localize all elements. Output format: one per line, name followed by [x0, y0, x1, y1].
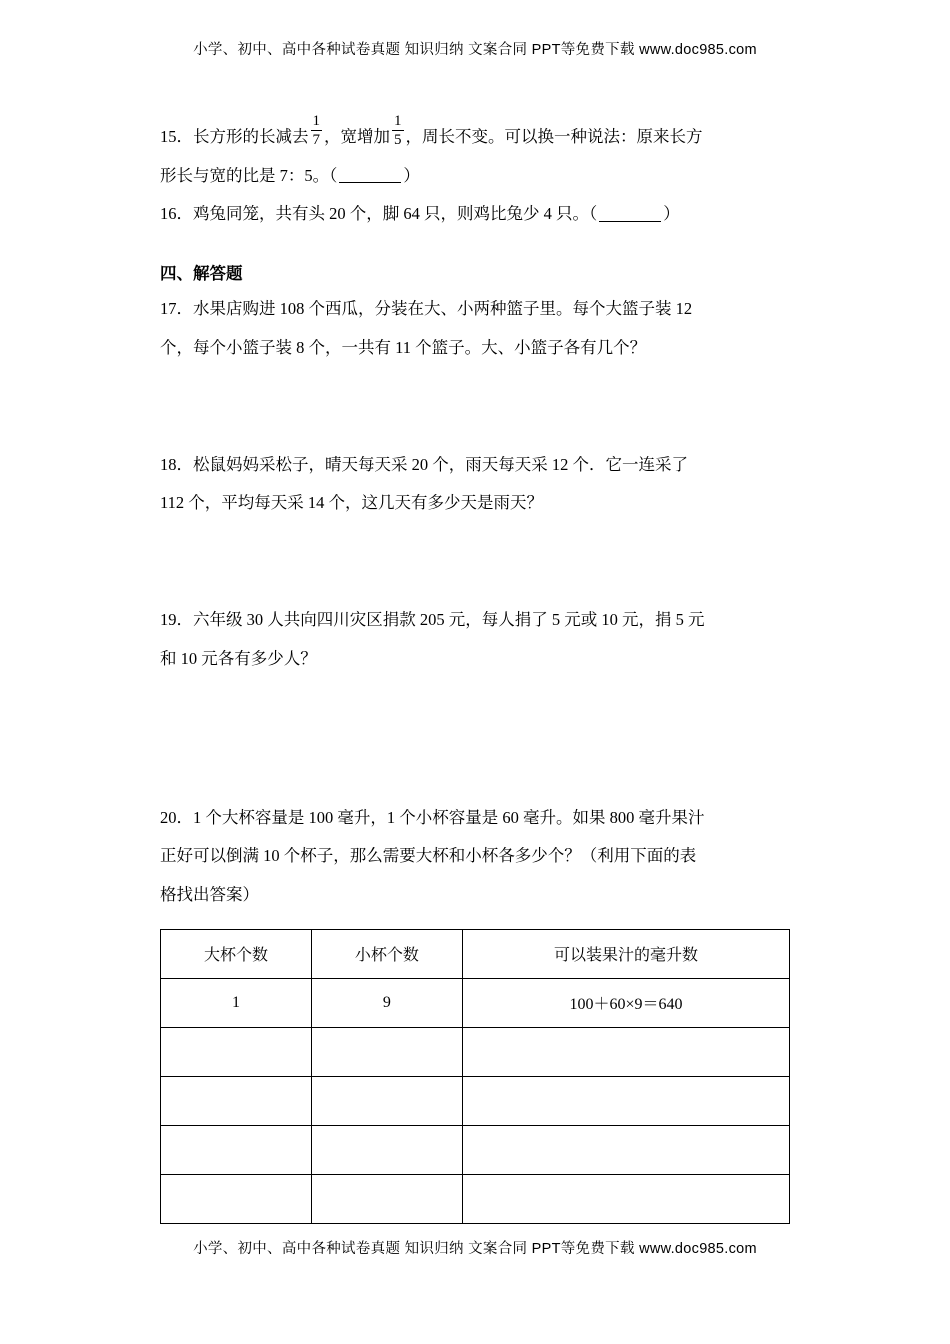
table-header-small-cups: 小杯个数 [311, 929, 462, 978]
cell-juice-ml[interactable] [462, 1076, 789, 1125]
answer-blank[interactable] [339, 165, 401, 183]
questions-container [160, 112, 790, 1224]
cell-juice-ml[interactable] [462, 1174, 789, 1223]
question-20-line2: 正好可以倒满 10 个杯子，那么需要大杯和小杯各多少个？（利用下面的表 [160, 846, 697, 866]
table-header-row [161, 929, 790, 978]
fraction-numerator: 1 [394, 112, 402, 129]
cell-small-cups[interactable]: 9 [311, 978, 462, 1027]
question-19-line1: 19．六年级 30 人共向四川灾区捐款 205 元，每人捐了 5 元或 10 元，捐 5 元 [160, 610, 705, 630]
cell-small-cups[interactable] [311, 1027, 462, 1076]
cell-small-cups[interactable] [311, 1125, 462, 1174]
question-15-line2 [160, 157, 790, 196]
cups-table [160, 929, 790, 1224]
cell-small-cups[interactable] [311, 1076, 462, 1125]
question-18-line1: 18．松鼠妈妈采松子，晴天每天采 20 个，雨天每天采 12 个．它一连采了 [160, 454, 688, 474]
question-17-line2: 个，每个小篮子装 8 个，一共有 11 个篮子。大、小篮子各有几个？ [160, 337, 647, 357]
footer-watermark: 小学、初中、高中各种试卷真题 知识归纳 文案合同 PPT等免费下载 www.doc985.com [193, 1241, 757, 1257]
table-header-big-cups: 大杯个数 [161, 929, 312, 978]
fraction-denominator: 7 [312, 132, 320, 149]
question-18-line2: 112 个，平均每天采 14 个，这几天有多少天是雨天？ [160, 493, 544, 513]
question-15-mid: ，宽增加 [324, 126, 390, 146]
cell-juice-ml[interactable] [462, 1027, 789, 1076]
question-16 [160, 195, 790, 234]
cell-big-cups[interactable] [161, 1125, 312, 1174]
answer-blank[interactable] [599, 204, 661, 222]
cell-juice-ml[interactable] [462, 1125, 789, 1174]
question-15 [160, 112, 790, 157]
section-heading-4: 四、解答题 [160, 265, 243, 284]
answer-space-17 [160, 368, 790, 446]
question-19-line2: 和 10 元各有多少人？ [160, 648, 317, 668]
fraction-numerator: 1 [312, 112, 320, 129]
cell-big-cups[interactable] [161, 1027, 312, 1076]
question-15-line2-before: 形长与宽的比是 7：5。（ [160, 165, 338, 185]
answer-space-18 [160, 523, 790, 601]
question-16-before: 16．鸡兔同笼，共有头 20 个，脚 64 只，则鸡比兔少 4 只。（ [160, 204, 598, 224]
question-16-after: ） [663, 204, 680, 224]
fraction-denominator: 5 [394, 132, 402, 149]
question-15-suffix: ，周长不变。可以换一种说法：原来长方 [405, 126, 703, 146]
table-header-juice-ml: 可以装果汁的毫升数 [462, 929, 789, 978]
fraction-one-seventh [311, 113, 323, 149]
fraction-bar [311, 130, 323, 131]
fraction-bar [392, 130, 404, 131]
answer-space-19 [160, 679, 790, 799]
table-row [161, 1125, 790, 1174]
header-watermark: 小学、初中、高中各种试卷真题 知识归纳 文案合同 PPT等免费下载 www.doc985.com [193, 42, 757, 58]
cell-big-cups[interactable] [161, 1174, 312, 1223]
table-row [161, 978, 790, 1027]
table-row [161, 1174, 790, 1223]
question-20-line3: 格找出答案） [160, 885, 259, 905]
cell-big-cups[interactable] [161, 1076, 312, 1125]
cell-small-cups[interactable] [311, 1174, 462, 1223]
fraction-one-fifth [392, 113, 404, 149]
question-20-line1: 20．1 个大杯容量是 100 毫升，1 个小杯容量是 60 毫升。如果 800 毫升果汁 [160, 807, 705, 827]
question-15-line2-after: ） [403, 165, 420, 185]
table-row [161, 1076, 790, 1125]
table-row [161, 1027, 790, 1076]
cell-big-cups[interactable]: 1 [161, 978, 312, 1027]
question-15-prefix: 15．长方形的长减去 [160, 126, 309, 146]
cell-juice-ml[interactable]: 100＋60×9＝640 [462, 978, 789, 1027]
question-17-line1: 17．水果店购进 108 个西瓜，分装在大、小两种篮子里。每个大篮子装 12 [160, 299, 693, 319]
